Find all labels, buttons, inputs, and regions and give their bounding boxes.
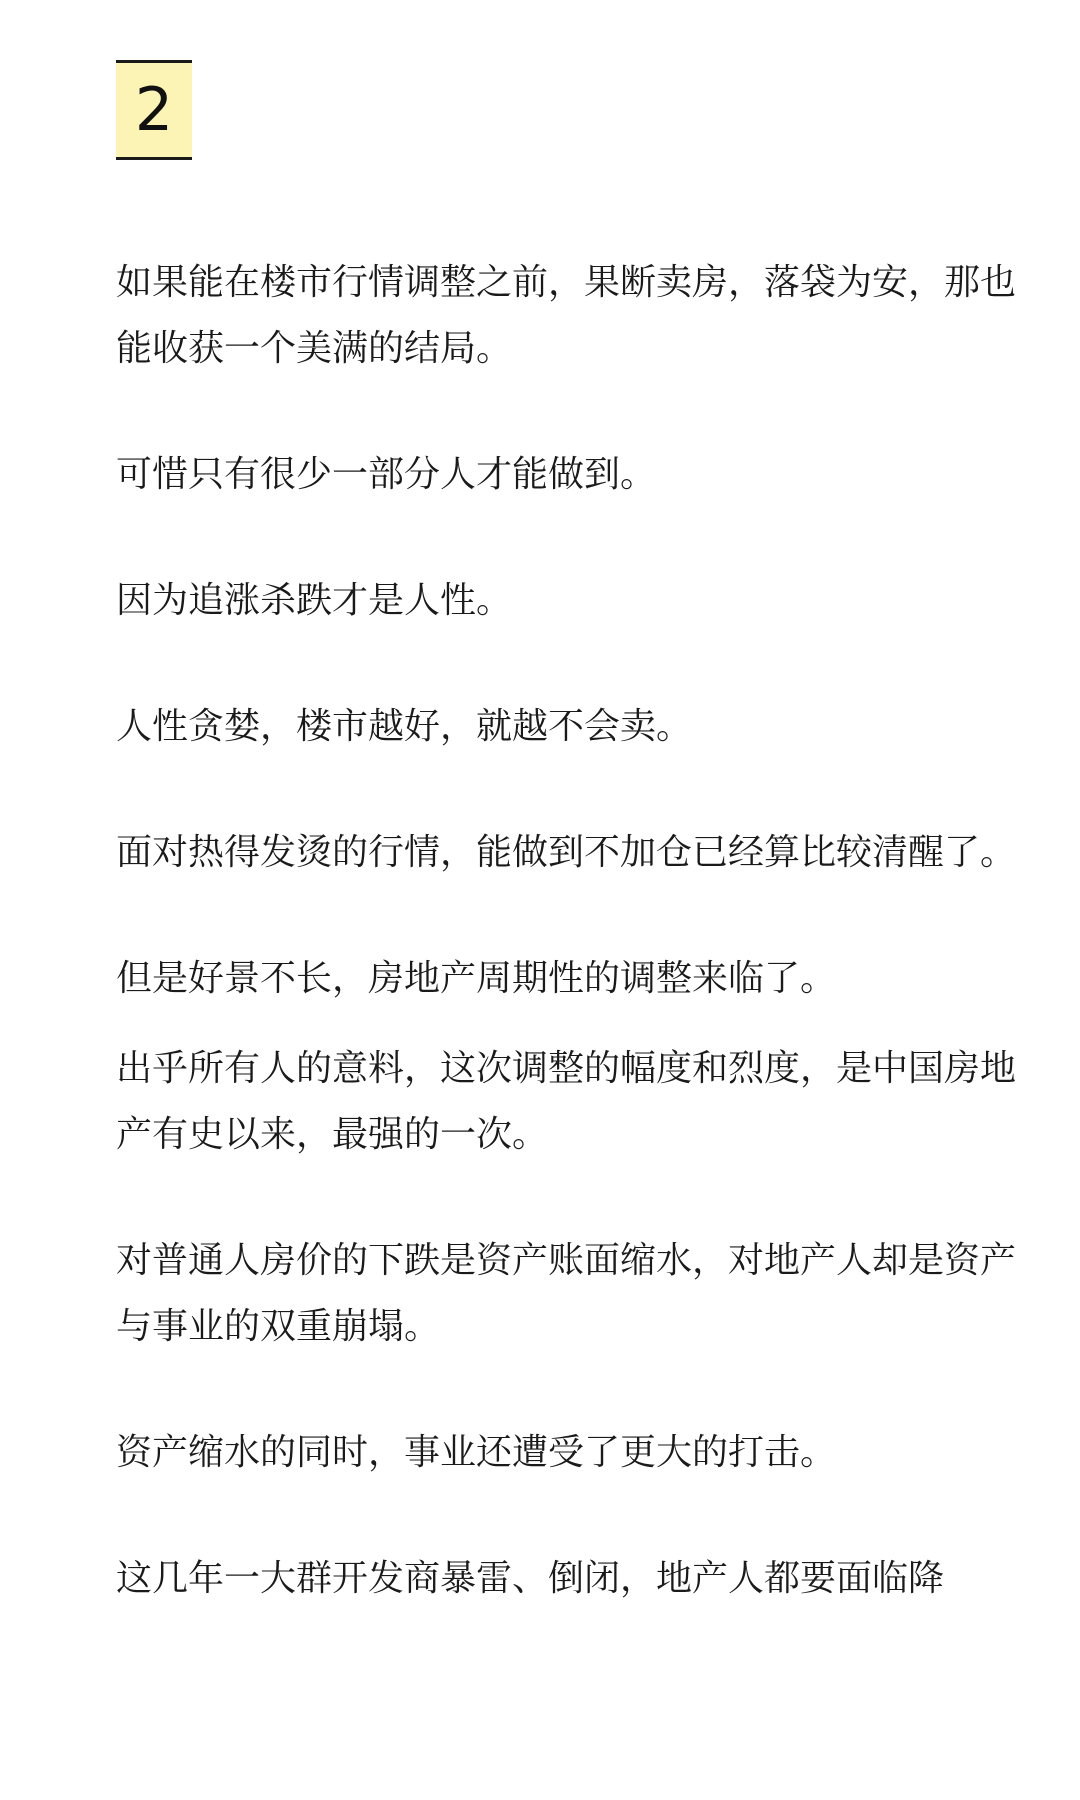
paragraph: 面对热得发烫的行情，能做到不加仓已经算比较清醒了。	[116, 832, 1017, 873]
paragraph: 出乎所有人的意料，这次调整的幅度和烈度，是中国房地产有史以来，最强的一次。	[116, 1048, 1017, 1155]
paragraph: 如果能在楼市行情调整之前，果断卖房，落袋为安，那也能收获一个美满的结局。	[116, 262, 1017, 369]
paragraph: 这几年一大群开发商暴雷、倒闭，地产人都要面临降	[116, 1558, 945, 1599]
paragraph: 因为追涨杀跌才是人性。	[116, 580, 513, 621]
section-number-badge: 2	[116, 60, 192, 160]
paragraph: 可惜只有很少一部分人才能做到。	[116, 454, 657, 495]
paragraph: 对普通人房价的下跌是资产账面缩水，对地产人却是资产与事业的双重崩塌。	[116, 1240, 1017, 1347]
paragraph: 资产缩水的同时，事业还遭受了更大的打击。	[116, 1432, 837, 1473]
paragraph: 人性贪婪，楼市越好，就越不会卖。	[116, 706, 693, 747]
article-body	[116, 250, 1028, 1612]
paragraph: 但是好景不长，房地产周期性的调整来临了。	[116, 958, 837, 999]
